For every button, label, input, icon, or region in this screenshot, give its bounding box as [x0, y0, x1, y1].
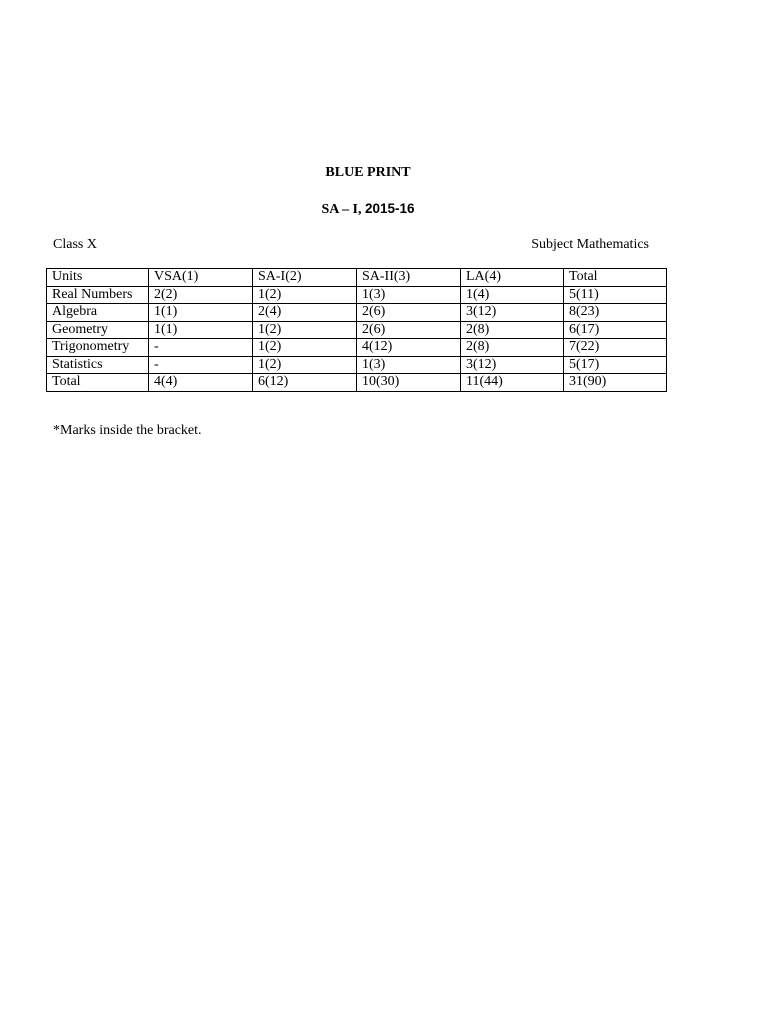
table-cell: 1(2) — [253, 339, 357, 357]
table-cell: 5(17) — [564, 356, 667, 374]
table-header-row — [47, 269, 667, 287]
subtitle-year: 2015-16 — [365, 201, 415, 216]
table-row — [47, 356, 667, 374]
column-header: LA(4) — [461, 269, 564, 287]
table-cell: 1(1) — [149, 321, 253, 339]
column-header: Total — [564, 269, 667, 287]
class-label: Class X — [53, 237, 97, 252]
table-cell: - — [149, 339, 253, 357]
table-cell: 2(6) — [357, 304, 461, 322]
subtitle-prefix: SA – I, — [321, 202, 366, 217]
table-row — [47, 339, 667, 357]
table-cell: 6(12) — [253, 374, 357, 392]
table-cell: Total — [47, 374, 149, 392]
table-cell: 2(4) — [253, 304, 357, 322]
document-subtitle — [0, 201, 736, 218]
footnote: *Marks inside the bracket. — [53, 423, 202, 438]
table-cell: Statistics — [47, 356, 149, 374]
table-cell: 10(30) — [357, 374, 461, 392]
column-header: SA-I(2) — [253, 269, 357, 287]
table-cell: 7(22) — [564, 339, 667, 357]
table-cell: 1(2) — [253, 286, 357, 304]
table-cell: 6(17) — [564, 321, 667, 339]
table-cell: 2(8) — [461, 339, 564, 357]
blueprint-table — [46, 268, 667, 392]
table-cell: 1(4) — [461, 286, 564, 304]
table-cell: 4(12) — [357, 339, 461, 357]
document-title: BLUE PRINT — [325, 165, 411, 180]
table-cell: 4(4) — [149, 374, 253, 392]
table-cell: Geometry — [47, 321, 149, 339]
table-cell: 1(1) — [149, 304, 253, 322]
table-cell: Trigonometry — [47, 339, 149, 357]
table-cell: 2(8) — [461, 321, 564, 339]
table-cell: 8(23) — [564, 304, 667, 322]
table-cell: 2(6) — [357, 321, 461, 339]
subject-label: Subject Mathematics — [531, 237, 649, 252]
table-row — [47, 286, 667, 304]
table-cell: 1(3) — [357, 356, 461, 374]
column-header: SA-II(3) — [357, 269, 461, 287]
table-cell: - — [149, 356, 253, 374]
table-cell: 3(12) — [461, 356, 564, 374]
table-row — [47, 304, 667, 322]
table-cell: 1(2) — [253, 321, 357, 339]
table-row — [47, 321, 667, 339]
column-header: Units — [47, 269, 149, 287]
table-cell: Algebra — [47, 304, 149, 322]
table-cell: 3(12) — [461, 304, 564, 322]
table-cell: 5(11) — [564, 286, 667, 304]
table-cell: 2(2) — [149, 286, 253, 304]
table-cell: 31(90) — [564, 374, 667, 392]
table-cell: 1(2) — [253, 356, 357, 374]
column-header: VSA(1) — [149, 269, 253, 287]
table-cell: Real Numbers — [47, 286, 149, 304]
table-cell: 11(44) — [461, 374, 564, 392]
table-total-row — [47, 374, 667, 392]
table-cell: 1(3) — [357, 286, 461, 304]
